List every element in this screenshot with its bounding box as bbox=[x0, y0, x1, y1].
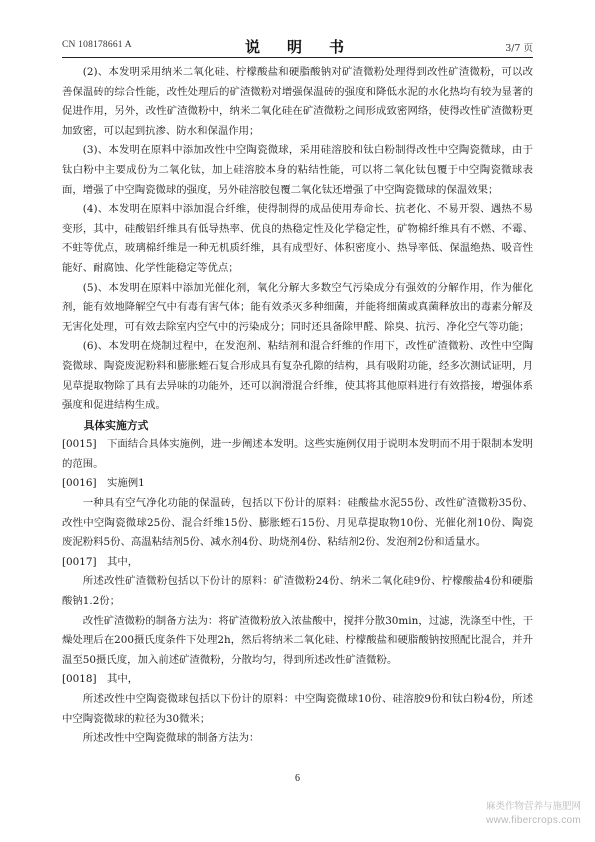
section-heading: 具体实施方式 bbox=[83, 418, 149, 432]
paragraph-0015: [0015] 下面结合具体实施例，进一步阐述本发明。这些实施例仅用于说明本发明而不用于限制本发明的范围。 bbox=[62, 438, 533, 470]
paragraph-0018: [0018] 其中， bbox=[62, 673, 139, 686]
document-body bbox=[62, 63, 533, 749]
paragraph-0018-b: 所述改性中空陶瓷微球的制备方法为： bbox=[82, 732, 260, 745]
patent-number: CN 108178661 A bbox=[62, 40, 132, 50]
document-title: 说 明 书 bbox=[244, 38, 350, 56]
page-number: 6 bbox=[295, 773, 300, 784]
paragraph-0016: [0016] 实施例1 bbox=[62, 477, 145, 490]
paragraph-0018-a: 所述改性中空陶瓷微球包括以下份计的原料：中空陶瓷微球10份、硅溶胶9份和钛白粉4份，所述中空陶瓷微球的粒径为30微米； bbox=[62, 693, 533, 725]
paragraph-0017-a: 所述改性矿渣微粉包括以下份计的原料：矿渣微粉24份、纳米二氧化硅9份、柠檬酸盐4份和硬脂酸钠1.2份； bbox=[62, 575, 533, 608]
page-indicator: 3/7 页 bbox=[505, 43, 533, 54]
watermark-url: www.fibercrops.com bbox=[486, 815, 581, 826]
advantage-paragraph-2: (2)、本发明采用纳米二氧化硅、柠檬酸盐和硬脂酸钠对矿渣微粉处理得到改性矿渣微粉，可以改善保温砖的综合性能，改性处理后的矿渣微粉对增强保温砖的强度和降低水泥的水化热均有较为显著的促进作用，另外，改性矿渣微粉中，纳米二氧化硅在矿渣微粉之间形成致密网络，使得改性矿渣微粉更加致密，可以起到抗渗、防水和保温作用； bbox=[62, 66, 533, 137]
watermark-name: 麻类作物营养与施肥网 bbox=[485, 801, 581, 812]
paragraph-0017: [0017] 其中， bbox=[62, 555, 139, 568]
advantage-paragraph-5: (5)、本发明在原料中添加光催化剂，氧化分解大多数空气污染成分有强效的分解作用，作为催化剂，能有效地降解空气中有毒有害气体；能有效杀灭多种细菌，并能将细菌或真菌释放出的毒素分解及无害化处理，可有效去除室内空气中的污染成分；同时还具备除甲醛、除臭、抗污、净化空气等功能； bbox=[62, 281, 533, 333]
advantage-paragraph-4: (4)、本发明在原料中添加混合纤维，使得制得的成品使用寿命长、抗老化、不易开裂、遇热不易变形，其中，硅酸铝纤维具有低导热率、优良的热稳定性及化学稳定性，矿物棉纤维具有不燃、不霉、不蛀等优点，玻璃棉纤维是一种无机质纤维，具有成型好、体积密度小、热导率低、保温绝热、吸音性能好、耐腐蚀、化学性能稳定等优点； bbox=[62, 203, 533, 274]
header-rule bbox=[62, 57, 533, 58]
site-watermark bbox=[421, 800, 581, 832]
paragraph-0017-b: 改性矿渣微粉的制备方法为：将矿渣微粉放入浓盐酸中，搅拌分散30min，过滤，洗涤至中性，干燥处理后在200摄氏度条件下处理2h，然后将纳米二氧化硅、柠檬酸盐和硬脂酸钠按照配比混合，并升温至50摄氏度，加入前述矿渣微粉，分散均匀，得到所述改性矿渣微粉。 bbox=[62, 614, 533, 666]
advantage-paragraph-3: (3)、本发明在原料中添加改性中空陶瓷微球，采用硅溶胶和钛白粉制得改性中空陶瓷微球，由于钛白粉中主要成份为二氧化钛，加上硅溶胶本身的粘结性能，可以将二氧化钛包覆于中空陶瓷微球表面，增强了中空陶瓷微球的强度，另外硅溶胶包覆二氧化钛还增强了中空陶瓷微球的保温效果； bbox=[62, 144, 533, 196]
advantage-paragraph-6: (6)、本发明在烧制过程中，在发泡剂、粘结剂和混合纤维的作用下，改性矿渣微粉、改性中空陶瓷微球、陶瓷废泥粉料和膨胀蛭石复合形成具有复杂孔隙的结构，具有吸附功能，经多次测试证明，月见草提取物除了具有去异味的功能外，还可以润滑混合纤维，使其将其他原料进行有效搭接，增强体系强度和促进结构生成。 bbox=[62, 340, 533, 412]
page-header bbox=[62, 36, 533, 56]
paragraph-0016-body: 一种具有空气净化功能的保温砖，包括以下份计的原料：硅酸盐水泥55份、改性矿渣微粉35份、改性中空陶瓷微球25份、混合纤维15份、膨胀蛭石15份、月见草提取物10份、光催化剂10份、陶瓷废泥粉料5份、高温粘结剂5份、减水剂4份、助烧剂4份、粘结剂2份、发泡剂2份和适量水。 bbox=[62, 497, 533, 549]
